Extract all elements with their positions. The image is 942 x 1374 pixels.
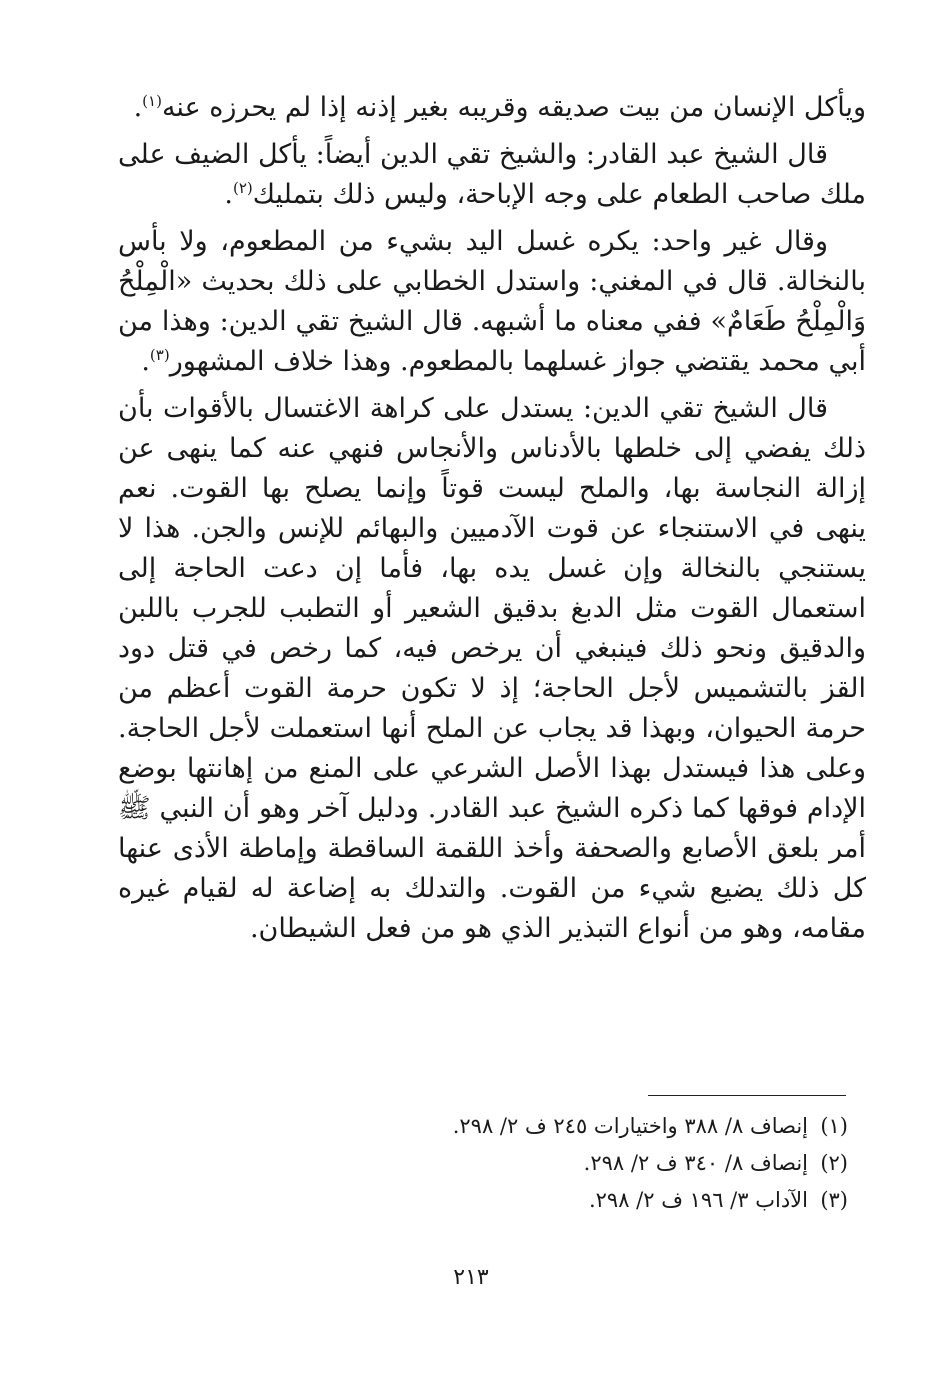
footnote-text: إنصاف ٨/ ٣٨٨ واختيارات ٢٤٥ ف ٢/ ٢٩٨. bbox=[452, 1114, 808, 1138]
paragraph-4: قال الشيخ تقي الدين: يستدل على كراهة الاغتسال بالأقوات بأن ذلك يفضي إلى خلطها بالأدناس والأنجاس فنهي عنه كما ينهى عن إزالة النجاسة بها، والملح ليست قوتاً وإنما يصلح بها القوت. نعم ينهى في الاستنجاء عن قوت الآدميين والبهائم للإنس والجن. هذا لا يستنجي بالنخالة وإن غسل يده بها، فأما إن دعت الحاجة إلى استعمال القوت مثل الدبغ بدقيق الشعير أو التطبب للجرب باللبن والدقيق ونحو ذلك فينبغي أن يرخص فيه، كما رخص في قتل دود القز بالتشميس لأجل الحاجة؛ إذ لا تكون حرمة القوت أعظم من حرمة الحيوان، وبهذا قد يجاب عن الملح أنها استعملت لأجل الحاجة. وعلى هذا فيستدل بهذا الأصل الشرعي على المنع من إهانتها بوضع الإدام فوقها كما ذكره الشيخ عبد القادر. ودليل آخر وهو أن النبي ﷺ أمر بلعق الأصابع والصحفة وأخذ اللقمة الساقطة وإماطة الأذى عنها كل ذلك يضيع شيء من القوت. والتدلك به إضاعة له لقيام غيره مقامه، وهو من أنواع التبذير الذي هو من فعل الشيطان. bbox=[118, 393, 866, 944]
paragraph-2: قال الشيخ عبد القادر: والشيخ تقي الدين أيضاً: يأكل الضيف على ملك صاحب الطعام على وجه الإباحة، وليس ذلك بتمليك$^{(٢)}$. bbox=[118, 139, 866, 210]
page-number: ٢١٣ bbox=[453, 1265, 489, 1290]
footnotes bbox=[118, 1108, 848, 1219]
footnote-number: (١) bbox=[820, 1114, 848, 1138]
footnote-3 bbox=[118, 1182, 848, 1219]
paragraph-1: ويأكل الإنسان من بيت صديقه وقريبه بغير إذنه إذا لم يحرزه عنه$^{(١)}$. bbox=[133, 92, 866, 123]
footnote-ref-2[interactable]: (٢) bbox=[232, 179, 253, 197]
footnote-ref-1[interactable]: (١) bbox=[142, 92, 162, 110]
footnote-number: (٢) bbox=[820, 1151, 848, 1175]
footnote-1 bbox=[118, 1108, 848, 1145]
footnote-text: الآداب ٣/ ١٩٦ ف ٢/ ٢٩٨. bbox=[588, 1188, 808, 1212]
footnote-number: (٣) bbox=[820, 1188, 848, 1212]
footnote-ref-3[interactable]: (٣) bbox=[149, 346, 170, 364]
main-text bbox=[118, 88, 866, 956]
footnote-separator bbox=[648, 1095, 846, 1096]
paragraph-3: وقال غير واحد: يكره غسل اليد بشيء من المطعوم، ولا بأس بالنخالة. قال في المغني: واستدل الخطابي على ذلك بحديث «الْمِلْحُ وَالْمِلْحُ طَعَامٌ» ففي معناه ما أشبهه. قال الشيخ تقي الدين: وهذا من أبي محمد يقتضي جواز غسلهما بالمطعوم. وهذا خلاف المشهور$^{(٣)}$. bbox=[118, 226, 866, 377]
footnote-2 bbox=[118, 1145, 848, 1182]
footnote-text: إنصاف ٨/ ٣٤٠ ف ٢/ ٢٩٨. bbox=[583, 1151, 808, 1175]
